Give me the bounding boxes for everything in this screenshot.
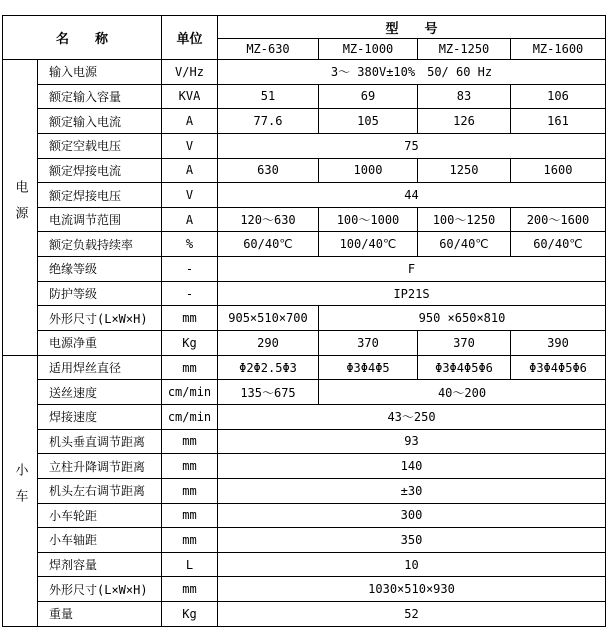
- cell-value: 100～1000: [319, 207, 418, 232]
- row-unit: V/Hz: [162, 60, 218, 85]
- cell-value: 350: [218, 528, 606, 553]
- row-unit: mm: [162, 528, 218, 553]
- cell-value: 69: [319, 84, 418, 109]
- table-row: [3, 84, 606, 109]
- row-unit: V: [162, 183, 218, 208]
- row-name: 额定负载持续率: [38, 232, 162, 257]
- group-label-text: 电源: [12, 179, 28, 232]
- model-header-mz630: MZ-630: [218, 39, 319, 60]
- row-unit: cm/min: [162, 404, 218, 429]
- table-row: [3, 429, 606, 454]
- cell-value: 1030×510×930: [218, 577, 606, 602]
- cell-value: 120～630: [218, 207, 319, 232]
- row-unit: mm: [162, 577, 218, 602]
- row-name: 防护等级: [38, 281, 162, 306]
- row-unit: A: [162, 158, 218, 183]
- row-unit: KVA: [162, 84, 218, 109]
- unit-column-header: 单位: [162, 16, 218, 60]
- cell-value: 60/40℃: [511, 232, 606, 257]
- cell-value: 100～1250: [418, 207, 511, 232]
- cell-value: 135～675: [218, 380, 319, 405]
- cell-value: 300: [218, 503, 606, 528]
- table-row: [3, 257, 606, 282]
- row-name: 电源净重: [38, 331, 162, 356]
- row-name: 小车轴距: [38, 528, 162, 553]
- row-name: 适用焊丝直径: [38, 355, 162, 380]
- table-row: [3, 478, 606, 503]
- table-row: [3, 60, 606, 85]
- row-unit: mm: [162, 478, 218, 503]
- row-unit: mm: [162, 429, 218, 454]
- table-row: [3, 577, 606, 602]
- row-name: 额定输入电流: [38, 109, 162, 134]
- table-row: [3, 183, 606, 208]
- row-name: 额定空载电压: [38, 133, 162, 158]
- cell-value: 3～ 380V±10% 50/ 60 Hz: [218, 60, 606, 85]
- spec-table: [2, 15, 606, 627]
- table-row: [3, 133, 606, 158]
- cell-value: 370: [418, 331, 511, 356]
- table-row: [3, 602, 606, 627]
- cell-value: 106: [511, 84, 606, 109]
- cell-value: 200～1600: [511, 207, 606, 232]
- cell-value: 1600: [511, 158, 606, 183]
- group-label-trolley: [3, 355, 38, 626]
- model-header-mz1000: MZ-1000: [319, 39, 418, 60]
- row-name: 小车轮距: [38, 503, 162, 528]
- cell-value: 290: [218, 331, 319, 356]
- cell-value: 40～200: [319, 380, 606, 405]
- row-name: 重量: [38, 602, 162, 627]
- row-unit: mm: [162, 306, 218, 331]
- row-unit: mm: [162, 454, 218, 479]
- cell-value: 83: [418, 84, 511, 109]
- cell-value: 10: [218, 552, 606, 577]
- row-unit: V: [162, 133, 218, 158]
- cell-value: 1250: [418, 158, 511, 183]
- cell-value: 140: [218, 454, 606, 479]
- name-column-header: 名 称: [3, 16, 162, 60]
- table-row: [3, 454, 606, 479]
- row-name: 送丝速度: [38, 380, 162, 405]
- row-name: 立柱升降调节距离: [38, 454, 162, 479]
- group-label-power: [3, 60, 38, 356]
- row-name: 机头左右调节距离: [38, 478, 162, 503]
- cell-value: 105: [319, 109, 418, 134]
- header-row-top: [3, 16, 606, 39]
- cell-value: 52: [218, 602, 606, 627]
- row-unit: A: [162, 109, 218, 134]
- row-unit: mm: [162, 355, 218, 380]
- row-unit: Kg: [162, 331, 218, 356]
- cell-value: 905×510×700: [218, 306, 319, 331]
- model-header-mz1250: MZ-1250: [418, 39, 511, 60]
- table-row: [3, 503, 606, 528]
- cell-value: 75: [218, 133, 606, 158]
- row-name: 额定输入容量: [38, 84, 162, 109]
- row-unit: -: [162, 281, 218, 306]
- row-name: 焊接速度: [38, 404, 162, 429]
- table-row: [3, 528, 606, 553]
- row-name: 外形尺寸(L×W×H): [38, 577, 162, 602]
- row-name: 输入电源: [38, 60, 162, 85]
- table-row: [3, 404, 606, 429]
- cell-value: Φ3Φ4Φ5Φ6: [418, 355, 511, 380]
- cell-value: 126: [418, 109, 511, 134]
- table-row: [3, 306, 606, 331]
- cell-value: F: [218, 257, 606, 282]
- cell-value: 60/40℃: [418, 232, 511, 257]
- cell-value: 77.6: [218, 109, 319, 134]
- cell-value: 950 ×650×810: [319, 306, 606, 331]
- row-unit: Kg: [162, 602, 218, 627]
- cell-value: 100/40℃: [319, 232, 418, 257]
- table-row: [3, 232, 606, 257]
- cell-value: 390: [511, 331, 606, 356]
- row-unit: -: [162, 257, 218, 282]
- table-row: [3, 355, 606, 380]
- cell-value: 370: [319, 331, 418, 356]
- row-unit: mm: [162, 503, 218, 528]
- cell-value: Φ3Φ4Φ5Φ6: [511, 355, 606, 380]
- row-name: 绝缘等级: [38, 257, 162, 282]
- cell-value: Φ3Φ4Φ5: [319, 355, 418, 380]
- row-unit: L: [162, 552, 218, 577]
- row-name: 电流调节范围: [38, 207, 162, 232]
- cell-value: 1000: [319, 158, 418, 183]
- cell-value: 60/40℃: [218, 232, 319, 257]
- row-unit: A: [162, 207, 218, 232]
- cell-value: Φ2Φ2.5Φ3: [218, 355, 319, 380]
- table-row: [3, 552, 606, 577]
- cell-value: 93: [218, 429, 606, 454]
- row-unit: cm/min: [162, 380, 218, 405]
- table-row: [3, 331, 606, 356]
- cell-value: 630: [218, 158, 319, 183]
- row-name: 焊剂容量: [38, 552, 162, 577]
- table-row: [3, 158, 606, 183]
- cell-value: ±30: [218, 478, 606, 503]
- table-row: [3, 380, 606, 405]
- cell-value: 161: [511, 109, 606, 134]
- table-row: [3, 109, 606, 134]
- row-name: 额定焊接电压: [38, 183, 162, 208]
- row-name: 机头垂直调节距离: [38, 429, 162, 454]
- group-label-text: 小车: [12, 463, 28, 516]
- row-name: 外形尺寸(L×W×H): [38, 306, 162, 331]
- cell-value: 51: [218, 84, 319, 109]
- table-row: [3, 281, 606, 306]
- cell-value: 44: [218, 183, 606, 208]
- cell-value: 43～250: [218, 404, 606, 429]
- model-column-header: 型 号: [218, 16, 606, 39]
- table-row: [3, 207, 606, 232]
- spec-table-container: [2, 15, 606, 627]
- cell-value: IP21S: [218, 281, 606, 306]
- row-unit: %: [162, 232, 218, 257]
- row-name: 额定焊接电流: [38, 158, 162, 183]
- model-header-mz1600: MZ-1600: [511, 39, 606, 60]
